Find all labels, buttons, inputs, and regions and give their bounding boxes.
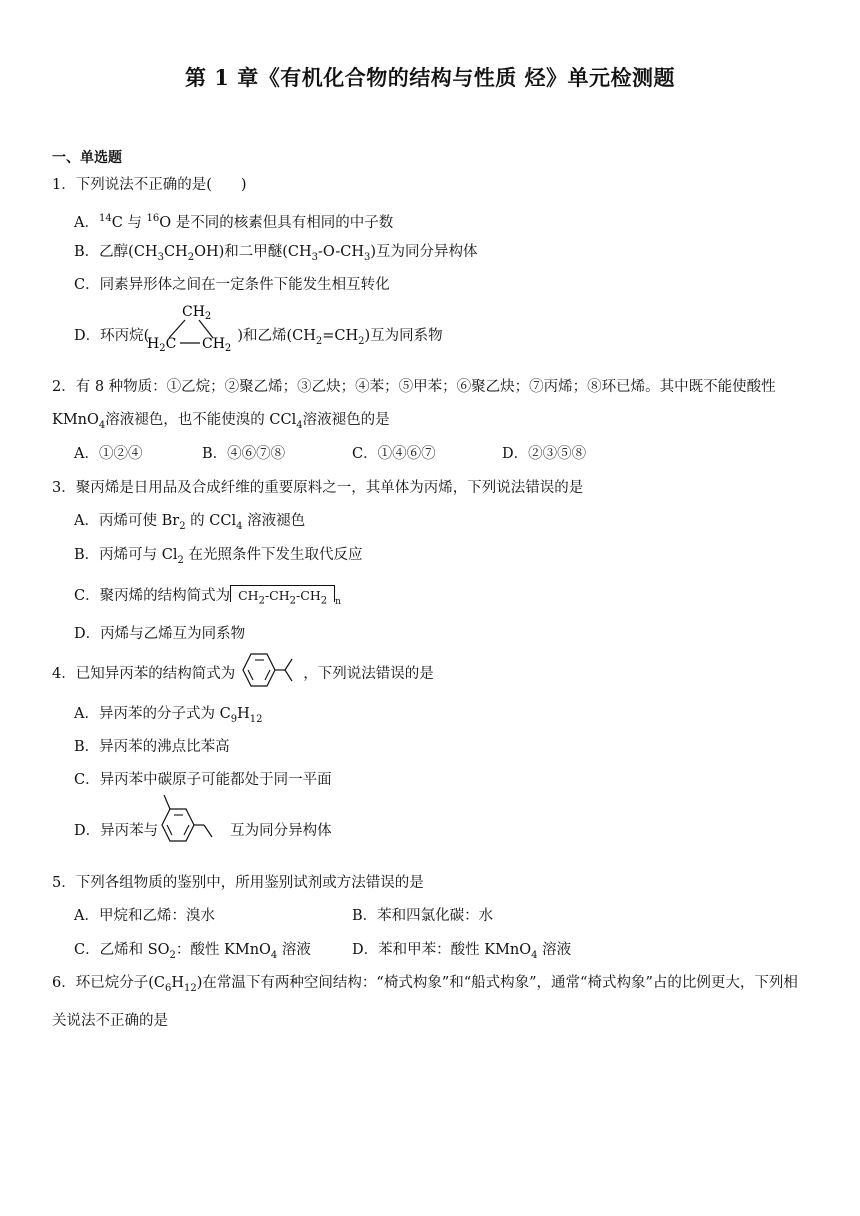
page-title: 第 1 章《有机化合物的结构与性质 烃》单元检测题 xyxy=(184,65,676,90)
question-3-stem: 3．聚丙烯是日用品及合成纤维的重要原料之一，其单体为丙烯，下列说法错误的是 xyxy=(52,480,584,496)
question-5-option-b[interactable]: B．苯和四氯化碳：水 xyxy=(352,908,494,924)
question-1-option-d[interactable]: D．环丙烷( $CH_2$ $H_2C$ $CH_2$ )和乙烯$(CH_2=CH_2)$互为同系物 xyxy=(74,304,443,354)
question-4-option-d[interactable]: D．异丙苯与 互为同分异构体 xyxy=(74,821,332,841)
cumene-skeletal-icon xyxy=(235,650,305,698)
cyclopropane-right-label: $CH_2$ xyxy=(202,336,232,354)
question-2-stem-line-2: KMnO$_4$溶液褪色，也不能使溴的 CCl$_4$溶液褪色的是 xyxy=(52,412,390,431)
question-1-option-b[interactable]: B．乙醇$(CH_3CH_2OH)$和二甲醚$(CH_3-O-CH_3)$互为同分异构体 xyxy=(74,244,478,263)
polypropylene-formula: $CH_2-CH_2-CH_2$ xyxy=(230,585,335,612)
question-4-stem: 4．已知异丙苯的结构简式为 ，下列说法错误的是 xyxy=(52,664,434,684)
question-3-option-b[interactable]: B．丙烯可与 $Cl_2$ 在光照条件下发生取代反应 xyxy=(74,547,363,566)
question-4-option-c[interactable]: C．异丙苯中碳原子可能都处于同一平面 xyxy=(74,772,332,788)
ethyl-toluene-skeletal-icon xyxy=(156,791,230,857)
question-6-stem: 6．环已烷分子$(C_6H_{12})$在常温下有两种空间结构：“椅式构象”和“船式构象”，通常“椅式构象”占的比例更大，下列相关说法不正确的是 xyxy=(52,975,798,1029)
question-3-option-a[interactable]: A．丙烯可使 $Br_2$ 的 CCl$_4$ 溶液褪色 xyxy=(74,513,306,532)
question-2-stem-line-1: 2．有 8 种物质：①乙烷；②聚乙烯；③乙炔；④苯；⑤甲苯；⑥聚乙炔；⑦丙烯；⑧环已烯。其中既不能使酸性 xyxy=(52,379,776,395)
question-5-option-c[interactable]: C．乙烯和 $SO_2$：酸性 KMnO$_4$ 溶液 xyxy=(74,942,311,961)
question-1-stem: 1．下列说法不正确的是( ) xyxy=(52,177,247,193)
question-2-option-a[interactable]: A．①②④ xyxy=(74,446,143,462)
cyclopropane-top-label: $CH_2$ xyxy=(182,304,212,322)
polymer-n-subscript: n xyxy=(335,596,341,607)
question-3-option-d[interactable]: D．丙烯与乙烯互为同系物 xyxy=(74,626,246,642)
question-1-option-a[interactable]: A．$^{14}$C 与 $^{16}$O 是不同的核素但具有相同的中子数 xyxy=(74,213,394,231)
question-2-option-d[interactable]: D．②③⑤⑧ xyxy=(502,446,587,462)
question-5-stem: 5．下列各组物质的鉴别中，所用鉴别试剂或方法错误的是 xyxy=(52,875,424,891)
section-heading: 一、单选题 xyxy=(52,150,122,166)
question-2-option-b[interactable]: B．④⑥⑦⑧ xyxy=(202,446,286,462)
question-4-option-a[interactable]: A．异丙苯的分子式为 $C_9H_{12}$ xyxy=(74,706,263,725)
cyclopropane-structure xyxy=(147,304,237,354)
question-5-option-d[interactable]: D．苯和甲苯：酸性 KMnO$_4$ 溶液 xyxy=(352,942,572,961)
question-2-option-c[interactable]: C．①④⑥⑦ xyxy=(352,446,436,462)
right-bracket xyxy=(334,586,335,602)
cumene-structure xyxy=(235,664,303,684)
left-bracket xyxy=(230,586,231,602)
question-5-option-a[interactable]: A．甲烷和乙烯：溴水 xyxy=(74,908,215,924)
question-1-option-c[interactable]: C．同素异形体之间在一定条件下能发生相互转化 xyxy=(74,277,390,293)
cyclopropane-bonds-icon xyxy=(147,302,237,356)
ethyl-toluene-structure xyxy=(158,821,230,841)
question-4-option-b[interactable]: B．异丙苯的沸点比苯高 xyxy=(74,739,230,755)
question-3-option-c[interactable]: C．聚丙烯的结构简式为 $CH_2-CH_2-CH_2$ $_n$ xyxy=(74,585,341,612)
cyclopropane-left-label: $H_2C$ xyxy=(147,336,177,354)
